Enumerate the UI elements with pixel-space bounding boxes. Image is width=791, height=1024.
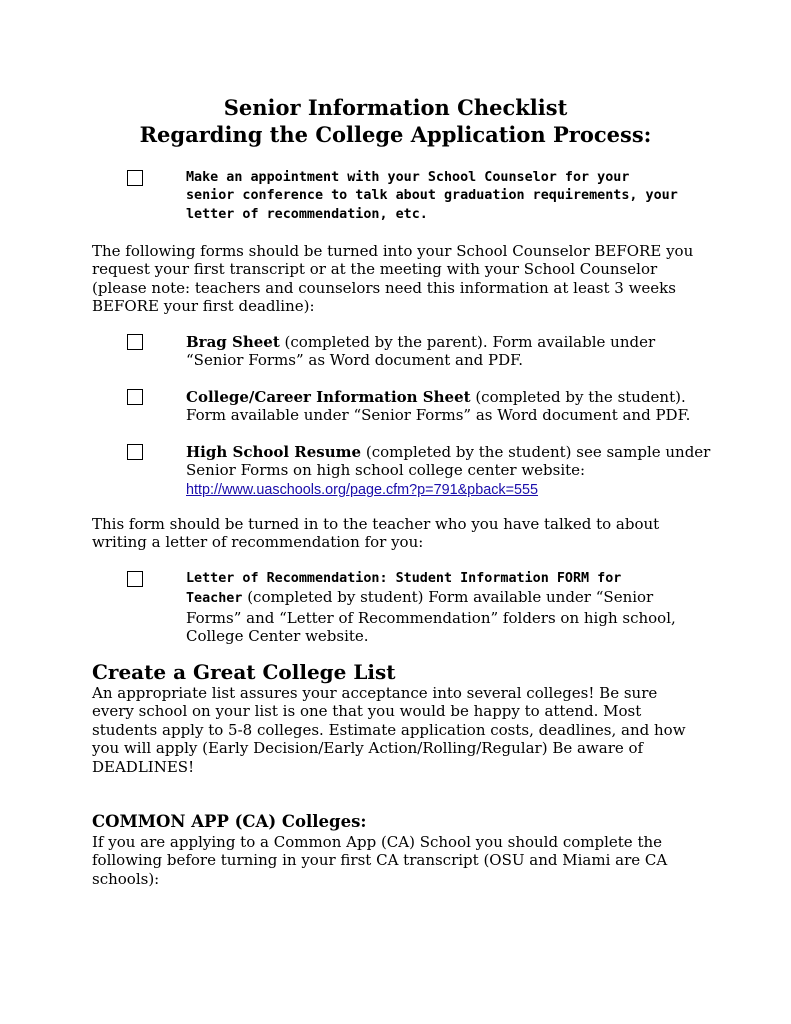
forms-intro-paragraph	[92, 242, 712, 316]
career-sheet-desc: (completed by the student).	[470, 388, 686, 406]
checkbox-career-sheet[interactable]	[127, 389, 143, 405]
intro-line-4: BEFORE your first deadline):	[92, 297, 315, 316]
resume-title: High School Resume	[186, 443, 362, 461]
teacher-intro-line-2: writing a letter of recommendation for you:	[92, 533, 424, 552]
career-sheet-line-2: Form available under “Senior Forms” as Word document and PDF.	[186, 406, 691, 425]
college-list-line-1: An appropriate list assures your acceptance into several colleges! Be sure	[92, 684, 658, 702]
page-title: Senior Information Checklist	[223, 95, 568, 120]
career-sheet-text	[186, 388, 716, 425]
common-app-line-1: If you are applying to a Common App (CA) School you should complete the	[92, 833, 663, 851]
letter-title-line-1: Letter of Recommendation: Student Information FORM for	[186, 571, 622, 586]
appointment-text	[186, 169, 716, 224]
brag-sheet-desc: (completed by the parent). Form available under	[279, 333, 656, 351]
letter-text	[186, 570, 716, 646]
brag-sheet-title: Brag Sheet	[186, 333, 280, 351]
intro-line-2: request your first transcript or at the meeting with your School Counselor	[92, 260, 658, 279]
letter-line-4: College Center website.	[186, 627, 369, 646]
brag-sheet-line-2: “Senior Forms” as Word document and PDF.	[186, 351, 523, 370]
common-app-paragraph	[92, 833, 712, 888]
college-list-line-4: you will apply (Early Decision/Early Action/Rolling/Regular) Be aware of	[92, 739, 644, 758]
college-list-line-3: students apply to 5-8 colleges. Estimate application costs, deadlines, and how	[92, 720, 686, 739]
teacher-intro-line-1: This form should be turned in to the teacher who you have talked to about	[92, 515, 660, 533]
appointment-line-1: Make an appointment with your School Counselor for your	[186, 170, 630, 185]
common-app-line-3: schools):	[92, 869, 160, 888]
brag-sheet-text	[186, 333, 716, 370]
letter-line-3: Forms” and “Letter of Recommendation” folders on high school,	[186, 608, 676, 627]
college-list-line-5: DEADLINES!	[92, 757, 195, 776]
intro-line-3: (please note: teachers and counselors need this information at least 3 weeks	[92, 278, 676, 297]
college-list-paragraph	[92, 684, 712, 776]
checkbox-resume[interactable]	[127, 444, 143, 460]
resume-line-2: Senior Forms on high school college center website:	[186, 461, 586, 480]
teacher-intro-paragraph	[92, 515, 712, 552]
checkbox-appointment[interactable]	[127, 170, 143, 186]
college-list-line-2: every school on your list is one that you would be happy to attend. Most	[92, 702, 642, 721]
letter-desc: (completed by student) Form available under “Senior	[242, 588, 654, 607]
checkbox-brag-sheet[interactable]	[127, 334, 143, 350]
resume-link[interactable]: http://www.uaschools.org/page.cfm?p=791&pback=555	[186, 481, 539, 498]
career-sheet-title: College/Career Information Sheet	[186, 388, 471, 406]
checkbox-letter-of-recommendation[interactable]	[127, 571, 143, 587]
common-app-heading: COMMON APP (CA) Colleges:	[92, 812, 367, 831]
appointment-line-2: senior conference to talk about graduation requirements, your	[186, 188, 678, 204]
letter-title-line-2: Teacher	[186, 591, 243, 607]
page-subtitle: Regarding the College Application Process:	[139, 122, 652, 147]
college-list-heading: Create a Great College List	[92, 660, 396, 684]
common-app-line-2: following before turning in your first CA transcript (OSU and Miami are CA	[92, 851, 668, 870]
resume-desc: (completed by the student) see sample under	[361, 443, 711, 461]
resume-text	[186, 443, 716, 499]
intro-line-1: The following forms should be turned into your School Counselor BEFORE you	[92, 242, 694, 260]
appointment-line-3: letter of recommendation, etc.	[186, 206, 428, 222]
